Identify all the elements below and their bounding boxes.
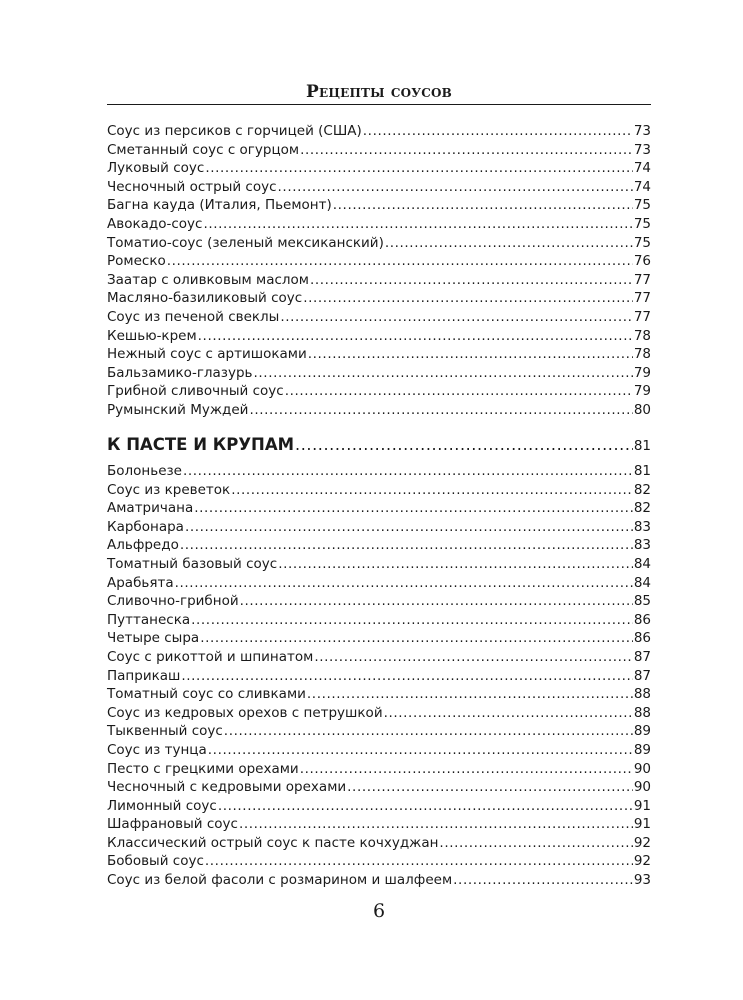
toc-entry-page: 77	[633, 271, 651, 288]
toc-entry-page: 74	[633, 178, 651, 195]
header-rule	[107, 104, 651, 105]
toc-entry-title: Томатный соус со сливками	[107, 686, 306, 703]
toc-entry-title: Соус из тунца	[107, 741, 207, 758]
dot-leader	[224, 722, 633, 741]
toc-entry-title: Чесночный с кедровыми орехами	[107, 779, 347, 796]
dot-leader	[307, 685, 633, 704]
toc-entry	[107, 611, 651, 630]
toc-entry	[107, 215, 651, 234]
toc-entry	[107, 667, 651, 686]
dot-leader	[208, 741, 633, 760]
toc-entry	[107, 252, 651, 271]
dot-leader	[285, 382, 633, 401]
toc-entry-title: Ромеско	[107, 253, 166, 270]
toc-entry-title: Соус из кедровых орехов с петрушкой	[107, 704, 383, 721]
dot-leader	[240, 592, 633, 611]
toc-entry	[107, 401, 651, 420]
dot-leader	[439, 834, 632, 853]
toc-entry-page: 90	[633, 779, 651, 796]
toc-entry-page: 92	[633, 853, 651, 870]
toc-entry-page: 79	[633, 364, 651, 381]
toc-entry	[107, 722, 651, 741]
toc-entry	[107, 364, 651, 383]
dot-leader	[185, 518, 633, 537]
toc-entry-title: Шафрановый соус	[107, 816, 238, 833]
toc-entry	[107, 122, 651, 141]
toc-entry-title: Альфредо	[107, 537, 179, 554]
toc-entry-title: Тыквенный соус	[107, 723, 223, 740]
toc-entry-title: Соус из печеной свеклы	[107, 308, 280, 325]
toc-entry	[107, 308, 651, 327]
toc-entry-title: Песто с грецкими орехами	[107, 760, 299, 777]
toc-entry	[107, 574, 651, 593]
toc-entry-page: 83	[633, 518, 651, 535]
toc-entry-title: Карбонара	[107, 518, 184, 535]
toc-entry-title: Сметанный соус с огурцом	[107, 141, 300, 158]
dot-leader	[181, 667, 632, 686]
toc-entry-page: 85	[633, 593, 651, 610]
dot-leader	[453, 871, 633, 890]
toc-entry	[107, 178, 651, 197]
toc-entry-title: Соус из креветок	[107, 481, 231, 498]
toc-entry-title: Паприкаш	[107, 667, 181, 684]
toc-entry	[107, 741, 651, 760]
dot-leader	[280, 308, 632, 327]
page-number: 6	[372, 900, 386, 922]
dot-leader	[205, 852, 633, 871]
dot-leader	[218, 797, 633, 816]
toc-entry-page: 90	[633, 760, 651, 777]
toc-entry	[107, 499, 651, 518]
dot-leader	[198, 327, 633, 346]
toc-entry-title: Томатио-соус (зеленый мексиканский)	[107, 234, 384, 251]
toc-entry	[107, 592, 651, 611]
dot-leader	[308, 345, 633, 364]
toc-entry-title: Грибной сливочный соус	[107, 383, 284, 400]
toc-entry-page: 82	[633, 500, 651, 517]
toc-entry-page: 77	[633, 290, 651, 307]
toc-entry-page: 80	[633, 401, 651, 418]
toc-entry	[107, 327, 651, 346]
toc-entry-page: 76	[633, 253, 651, 270]
toc-entry-page: 82	[633, 481, 651, 498]
toc-entry-title: Соус из белой фасоли с розмарином и шалфеем	[107, 872, 453, 889]
toc-entry	[107, 289, 651, 308]
toc-section-page: 81	[633, 438, 651, 454]
dot-leader	[203, 215, 632, 234]
toc-entry	[107, 760, 651, 779]
toc-entry	[107, 159, 651, 178]
toc-entry-title: Соус с рикоттой и шпинатом	[107, 648, 314, 665]
dot-leader	[249, 401, 632, 420]
toc-entry-title: Арабьята	[107, 574, 174, 591]
toc-entry	[107, 536, 651, 555]
toc-entry	[107, 141, 651, 160]
toc-entry-title: Томатный базовый соус	[107, 555, 278, 572]
toc-entry-title: Луковый соус	[107, 160, 205, 177]
toc-entry	[107, 382, 651, 401]
toc-entry	[107, 685, 651, 704]
dot-leader	[239, 815, 633, 834]
toc-entry	[107, 518, 651, 537]
toc-entry-title: Четыре сыра	[107, 630, 200, 647]
toc-entry-page: 87	[633, 648, 651, 665]
toc-entry	[107, 834, 651, 853]
toc-entry	[107, 704, 651, 723]
toc-entry	[107, 555, 651, 574]
toc-entry-title: Авокадо-соус	[107, 215, 203, 232]
dot-leader	[194, 499, 633, 518]
dot-leader	[347, 778, 633, 797]
dot-leader	[205, 159, 632, 178]
toc-group-dips	[107, 122, 651, 420]
dot-leader	[314, 648, 632, 667]
toc-entry-title: Нежный соус с артишоками	[107, 346, 307, 363]
toc-entry	[107, 462, 651, 481]
toc-entry-page: 78	[633, 346, 651, 363]
toc-section	[107, 435, 651, 455]
dot-leader	[254, 364, 633, 383]
dot-leader	[278, 555, 633, 574]
toc-entry-page: 86	[633, 630, 651, 647]
dot-leader	[180, 536, 633, 555]
toc-entry-title: Бобовый соус	[107, 853, 204, 870]
dot-leader	[363, 122, 633, 141]
toc-entry-page: 86	[633, 611, 651, 628]
toc-entry-page: 74	[633, 160, 651, 177]
dot-leader	[278, 178, 633, 197]
toc-entry-page: 89	[633, 741, 651, 758]
toc-entry-title: Аматричана	[107, 500, 194, 517]
dot-leader	[385, 234, 633, 253]
toc-entry-page: 93	[633, 872, 651, 889]
toc-section-title: К ПАСТЕ И КРУПАМ	[107, 435, 295, 454]
toc-group-pasta	[107, 462, 651, 890]
dot-leader	[183, 462, 633, 481]
toc-entry-page: 88	[633, 686, 651, 703]
dot-leader	[167, 252, 633, 271]
dot-leader	[200, 629, 633, 648]
dot-leader	[333, 196, 633, 215]
toc-entry-page: 73	[633, 123, 651, 139]
toc-entry-page: 79	[633, 383, 651, 400]
toc-entry-page: 75	[633, 197, 651, 214]
toc-entry-page: 91	[633, 797, 651, 814]
toc-entry-page: 77	[633, 308, 651, 325]
toc-entry-title: Заатар с оливковым маслом	[107, 271, 309, 288]
toc-page	[107, 0, 651, 1000]
toc-entry-title: Соус из персиков с горчицей (США)	[107, 123, 362, 139]
toc-entry-page: 83	[633, 537, 651, 554]
toc-entry-page: 73	[633, 141, 651, 158]
dot-leader	[191, 611, 633, 630]
toc-entry	[107, 815, 651, 834]
toc-entry	[107, 234, 651, 253]
toc-entry	[107, 871, 651, 890]
toc-entry-page: 87	[633, 667, 651, 684]
toc-entry-title: Болоньезе	[107, 463, 182, 479]
toc-entry-title: Лимонный соус	[107, 797, 217, 814]
toc-entry-page: 81	[633, 463, 651, 479]
toc-entry-page: 75	[633, 215, 651, 232]
toc-entry	[107, 481, 651, 500]
toc-entry	[107, 271, 651, 290]
dot-leader	[231, 481, 633, 500]
toc-entry	[107, 852, 651, 871]
dot-leader	[295, 435, 633, 455]
toc-entry	[107, 196, 651, 215]
toc-entry-page: 91	[633, 816, 651, 833]
dot-leader	[300, 760, 633, 779]
toc-entry-title: Кешью-крем	[107, 327, 197, 344]
running-title: Рецепты соусов	[306, 82, 452, 102]
toc-entry	[107, 629, 651, 648]
toc-entry-page: 84	[633, 555, 651, 572]
toc-entry-title: Багна кауда (Италия, Пьемонт)	[107, 197, 332, 214]
dot-leader	[300, 141, 633, 160]
dot-leader	[384, 704, 633, 723]
toc-entry-page: 84	[633, 574, 651, 591]
toc-entry-title: Путтанеска	[107, 611, 191, 628]
toc-entry-title: Румынский Муждей	[107, 401, 249, 418]
toc-entry	[107, 648, 651, 667]
toc-entry-page: 78	[633, 327, 651, 344]
toc-entry	[107, 797, 651, 816]
toc-entry-title: Масляно-базиликовый соус	[107, 290, 303, 307]
toc-entry-title: Сливочно-грибной	[107, 593, 239, 610]
toc-entry	[107, 778, 651, 797]
toc-section-heading	[107, 435, 651, 455]
toc-entry-title: Чесночный острый соус	[107, 178, 277, 195]
toc-entry-title: Бальзамико-глазурь	[107, 364, 253, 381]
dot-leader	[175, 574, 633, 593]
toc-entry	[107, 345, 651, 364]
toc-entry-page: 89	[633, 723, 651, 740]
dot-leader	[310, 271, 633, 290]
dot-leader	[303, 289, 633, 308]
toc-entry-page: 92	[633, 834, 651, 851]
toc-entry-page: 75	[633, 234, 651, 251]
toc-entry-page: 88	[633, 704, 651, 721]
toc-entry-title: Классический острый соус к пасте кочхуджан	[107, 834, 439, 851]
